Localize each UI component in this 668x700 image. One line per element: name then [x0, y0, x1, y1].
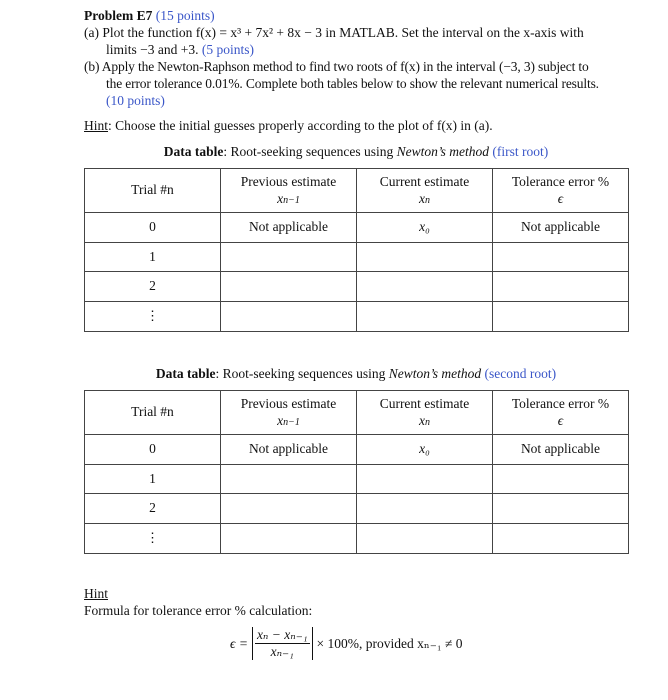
tolerance-formula	[230, 627, 462, 660]
cell-n: 0	[85, 213, 221, 243]
part-b-line3	[106, 93, 165, 109]
table-row	[85, 272, 629, 302]
part-b-text-1: Apply the Newton-Raphson method to find two roots of f(x) in the interval (−3, 3) subject to	[101, 59, 589, 74]
header-prev-text: Previous estimate	[240, 173, 337, 189]
header-tol-sym: ϵ	[557, 190, 564, 206]
cell-n: 1	[85, 243, 221, 272]
cell-curr[interactable]	[357, 243, 493, 272]
table1-caption-text: : Root-seeking sequences using	[223, 144, 397, 159]
formula-rhs: × 100%, provided xₙ₋₁ ≠ 0	[316, 635, 463, 651]
cell-curr[interactable]	[357, 272, 493, 302]
header-prev	[221, 169, 357, 213]
header-prev-text: Previous estimate	[240, 395, 337, 411]
footer-hint-label: Hint	[84, 586, 109, 601]
table1-caption	[84, 144, 628, 160]
part-b-line1	[84, 59, 589, 75]
table2-caption-method: Newton’s method	[388, 366, 482, 381]
hint-label: Hint	[84, 118, 109, 133]
cell-prev: Not applicable	[221, 213, 357, 243]
problem-points: (15 points)	[155, 8, 215, 23]
header-curr-text: Current estimate	[379, 173, 470, 189]
formula-denominator: xₙ₋₁	[270, 644, 294, 659]
table-row	[85, 243, 629, 272]
header-trial-text: Trial #n	[131, 182, 174, 198]
cell-n: 1	[85, 465, 221, 494]
header-curr-text: Current estimate	[379, 395, 470, 411]
header-curr	[357, 169, 493, 213]
table-row	[85, 302, 629, 332]
table-header-row	[85, 391, 629, 435]
header-curr-sub: n	[425, 194, 430, 206]
cell-tol: Not applicable	[493, 435, 629, 465]
formula-lhs: ϵ =	[230, 635, 248, 651]
cell-tol: Not applicable	[493, 213, 629, 243]
problem-title	[84, 8, 215, 24]
part-b-text-2: the error tolerance 0.01%. Complete both tables below to show the relevant numerical results.	[106, 76, 599, 91]
cell-prev[interactable]	[221, 465, 357, 494]
cell-curr: x₀	[357, 213, 493, 243]
cell-n: 2	[85, 494, 221, 524]
header-trial	[85, 391, 221, 435]
header-curr-sub: n	[425, 416, 430, 428]
header-tol-text: Tolerance error %	[511, 173, 610, 189]
table-row	[85, 213, 629, 243]
problem-title-text: Problem E7	[84, 8, 153, 23]
cell-curr: x₀	[357, 435, 493, 465]
part-a-line1	[84, 25, 584, 41]
header-trial-text: Trial #n	[131, 404, 174, 420]
header-prev-sym: x	[277, 190, 284, 206]
table2-caption-root: (second root)	[484, 366, 557, 381]
cell-n: ⋮	[85, 302, 221, 332]
header-prev	[221, 391, 357, 435]
cell-curr[interactable]	[357, 524, 493, 554]
header-tol	[493, 169, 629, 213]
table2-caption-bold: Data table	[155, 366, 216, 381]
header-prev-sym: x	[277, 412, 284, 428]
cell-curr[interactable]	[357, 494, 493, 524]
hint-text: : Choose the initial guesses properly according to the plot of f(x) in (a).	[108, 118, 493, 133]
cell-n: ⋮	[85, 524, 221, 554]
header-prev-sub: n−1	[283, 416, 300, 428]
formula-abs	[252, 627, 313, 660]
part-b-label: (b)	[84, 59, 100, 74]
hint-line	[84, 118, 493, 134]
cell-prev: Not applicable	[221, 435, 357, 465]
table-header-row	[85, 169, 629, 213]
part-b-points: (10 points)	[106, 93, 165, 108]
header-tol-text: Tolerance error %	[511, 395, 610, 411]
table2-caption	[84, 366, 628, 382]
cell-curr[interactable]	[357, 302, 493, 332]
data-table-first-root	[84, 168, 629, 332]
table-row	[85, 524, 629, 554]
table-row	[85, 465, 629, 494]
cell-tol[interactable]	[493, 272, 629, 302]
cell-prev[interactable]	[221, 272, 357, 302]
cell-prev[interactable]	[221, 524, 357, 554]
footer-hint-text: Formula for tolerance error % calculation:	[84, 603, 313, 618]
table1-caption-method: Newton’s method	[396, 144, 489, 159]
header-trial	[85, 169, 221, 213]
part-a-line2	[106, 42, 254, 58]
cell-prev[interactable]	[221, 302, 357, 332]
header-curr	[357, 391, 493, 435]
header-tol	[493, 391, 629, 435]
cell-tol[interactable]	[493, 302, 629, 332]
cell-tol[interactable]	[493, 243, 629, 272]
header-tol-sym: ϵ	[557, 412, 564, 428]
table1-caption-bold: Data table	[163, 144, 224, 159]
cell-tol[interactable]	[493, 494, 629, 524]
table-row	[85, 494, 629, 524]
header-curr-sym: x	[419, 412, 425, 428]
table1-caption-root: (first root)	[492, 144, 549, 159]
cell-n: 0	[85, 435, 221, 465]
formula-numerator: xₙ − xₙ₋₁	[256, 627, 308, 642]
part-a-text-2: limits −3 and +3.	[106, 42, 199, 57]
cell-curr[interactable]	[357, 465, 493, 494]
header-curr-sym: x	[419, 190, 425, 206]
cell-n: 2	[85, 272, 221, 302]
table2-caption-text: : Root-seeking sequences using	[215, 366, 389, 381]
table-row	[85, 435, 629, 465]
part-a-text-1: Plot the function f(x) = x³ + 7x² + 8x − 3 in MATLAB. Set the interval on the x-axis with	[102, 25, 584, 40]
cell-prev[interactable]	[221, 243, 357, 272]
cell-prev[interactable]	[221, 494, 357, 524]
part-a-label: (a)	[84, 25, 99, 40]
part-a-points: (5 points)	[201, 42, 254, 57]
formula-fraction	[255, 627, 310, 660]
part-b-line2	[106, 76, 599, 92]
cell-tol[interactable]	[493, 465, 629, 494]
header-prev-sub: n−1	[283, 194, 300, 206]
data-table-second-root	[84, 390, 629, 554]
cell-tol[interactable]	[493, 524, 629, 554]
